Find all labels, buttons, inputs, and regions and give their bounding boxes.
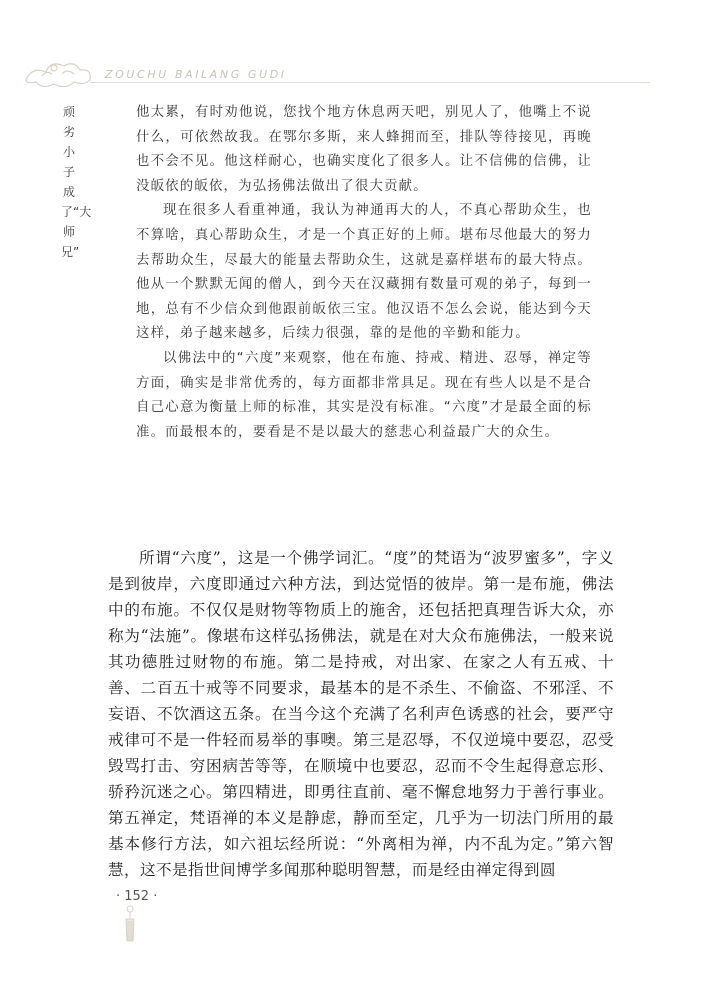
chapter-title: 顽劣小子成了“大师兄” xyxy=(61,105,92,259)
quote-paragraph: 以佛法中的“六度”来观察，他在布施、持戒、精进、忍辱，禅定等方面，确实是非常优秀的，每方面都非常具足。现在有些人以是不是合自己心意为衡量上师的标准，其实是没有标准。“六度”才是最全面的标准。而最根本的，要看是不是以最大的慈悲心利益最广大的众生。 xyxy=(136,350,592,440)
tassel-ornament-icon xyxy=(118,905,142,945)
body-paragraph: 所谓“六度”，这是一个佛学词汇。“度”的梵语为“波罗蜜多”，字义是到彼岸，六度即通过六种方法，到达觉悟的彼岸。第一是布施，佛法中的布施。不仅仅是财物等物质上的施舍，还包括把真理告诉大众，亦称为“法施”。像堪布这样弘扬佛法，就是在对大众布施佛法，一般来说其功德胜过财物的布施。第二是持戒，对出家、在家之人有五戒、十善、二百五十戒等不同要求，最基本的是不杀生、不偷盗、不邪淫、不妄语、不饮酒这五条。在当今这个充满了名利声色诱惑的社会，要严守戒律可不是一件轻而易举的事噢。第三是忍辱，不仅逆境中要忍，忍受毁骂打击、穷困病苦等等，在顺境中也要忍，忍而不令生起得意忘形、骄矜沉迷之心。第四精进，即勇往直前、毫不懈怠地努力于善行事业。第五禅定，梵语禅的本义是静虑，静而至定，几乎为一切法门所用的最基本修行方法，如六祖坛经所说：“外离相为禅，内不乱为定。”第六智慧，这不是指世间博学多闻那种聪明智慧，而是经由禅定得到圆 xyxy=(108,549,614,879)
body-text xyxy=(108,545,614,883)
quote-block xyxy=(136,101,592,445)
header-rule xyxy=(90,82,650,83)
page-number: · 152 · xyxy=(116,889,158,904)
quote-paragraph: 他太累，有时劝他说，您找个地方休息两天吧，别见人了，他嘴上不说什么，可依然故我。在鄂尔多斯，来人蜂拥而至，排队等待接见，再晚也不会不见。他这样耐心，也确实度化了很多人。让不信佛的信佛，让没皈依的皈依，为弘扬佛法做出了很大贡献。 xyxy=(136,105,592,194)
quote-paragraph: 现在很多人看重神通，我认为神通再大的人，不真心帮助众生，也不算啥，真心帮助众生，才是一个真正好的上师。堪布尽他最大的努力去帮助众生，尽最大的能量去帮助众生，这就是嘉样堪布的最大特点。他从一个默默无闻的僧人，到今天在汉藏拥有数量可观的弟子，每到一地，总有不少信众到他跟前皈依三宝。他汉语不怎么会说，能达到今天这样，弟子越来越多，后续力很强，靠的是他的辛勤和能力。 xyxy=(136,203,592,342)
running-title: ZOUCHU BAILANG GUDI xyxy=(105,68,287,81)
